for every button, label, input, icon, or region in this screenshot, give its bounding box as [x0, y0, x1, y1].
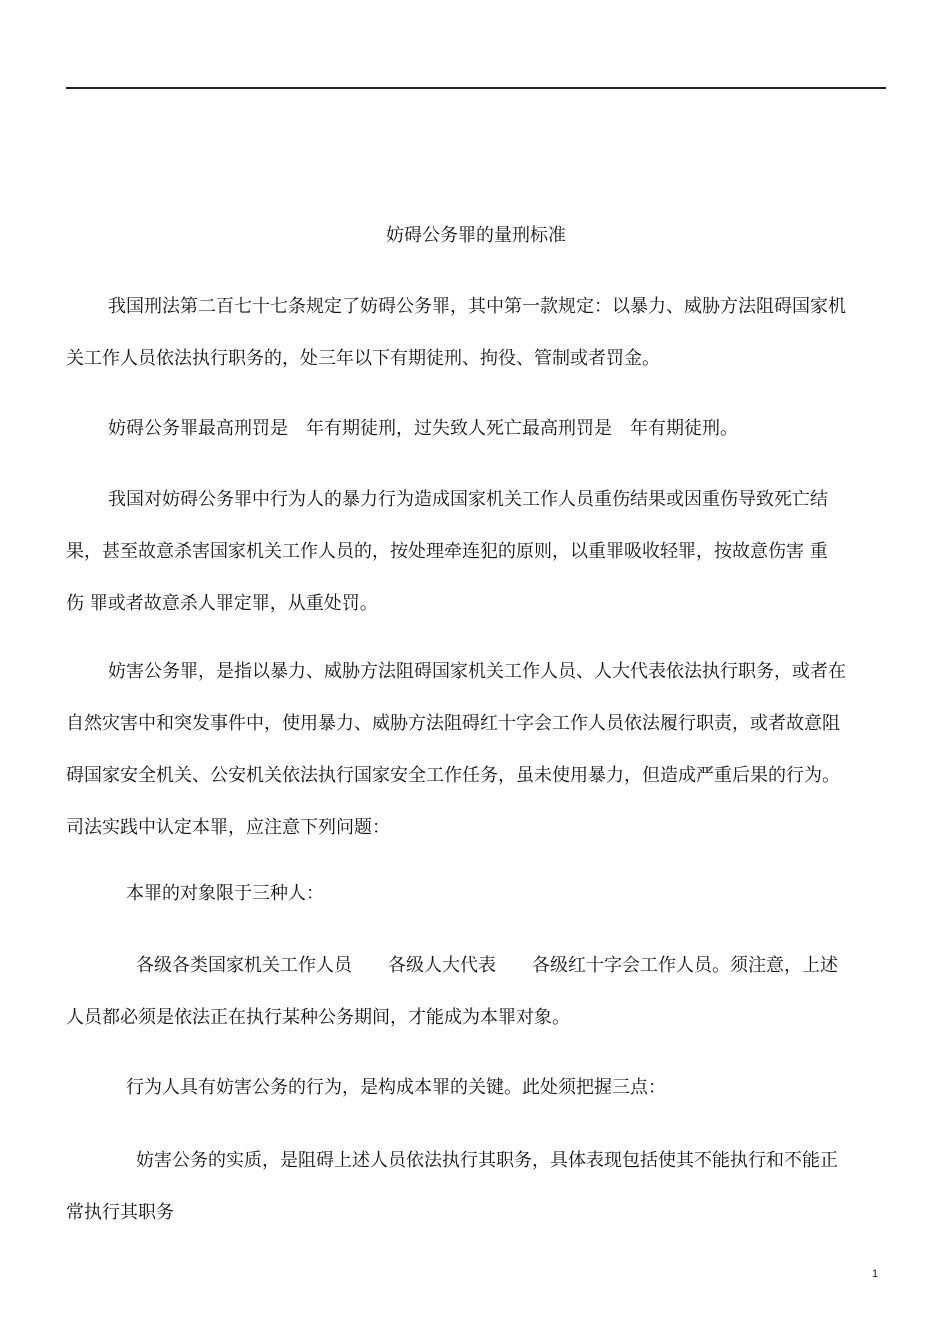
header-rule [66, 87, 886, 89]
paragraph-line: 碍国家安全机关、公安机关依法执行国家安全工作任务，虽未使用暴力，但造成严重后果的行为。 [66, 765, 840, 786]
paragraph-line: 行为人具有妨害公务的行为，是构成本罪的关键。此处须把握三点： [126, 1077, 666, 1098]
paragraph-line: 妨害公务罪，是指以暴力、威胁方法阻碍国家机关工作人员、人大代表依法执行职务，或者在 [108, 661, 846, 682]
page-number: 1 [872, 1268, 879, 1280]
paragraph-line: 妨碍公务罪最高刑罚是 年有期徒刑，过失致人死亡最高刑罚是 年有期徒刑。 [108, 418, 738, 439]
paragraph-line: 各级各类国家机关工作人员 各级人大代表 各级红十字会工作人员。须注意，上述 [136, 955, 838, 976]
paragraph-8 [66, 1147, 886, 1227]
paragraph-line: 自然灾害中和突发事件中，使用暴力、威胁方法阻碍红十字会工作人员依法履行职责，或者故意阻 [66, 713, 840, 734]
paragraph-line: 伤 罪或者故意杀人罪定罪，从重处罚。 [66, 593, 378, 614]
paragraph-5 [66, 880, 886, 908]
document-title: 妨碍公务罪的量刑标准 [386, 225, 566, 246]
paragraph-line: 我国对妨碍公务罪中行为人的暴力行为造成国家机关工作人员重伤结果或因重伤导致死亡结 [108, 489, 828, 510]
paragraph-line: 妨害公务的实质，是阻碍上述人员依法执行其职务，具体表现包括使其不能执行和不能正 [136, 1150, 838, 1171]
paragraph-4 [66, 658, 886, 842]
paragraph-6 [66, 952, 886, 1032]
paragraph-2 [66, 415, 886, 443]
paragraph-line: 果，甚至故意杀害国家机关工作人员的，按处理牵连犯的原则，以重罪吸收轻罪，按故意伤害 重 [66, 541, 828, 562]
paragraph-line: 本罪的对象限于三种人： [126, 883, 324, 904]
paragraph-3 [66, 486, 886, 618]
paragraph-1 [66, 293, 886, 373]
paragraph-line: 常执行其职务 [66, 1202, 174, 1223]
paragraph-line: 人员都必须是依法正在执行某种公务期间，才能成为本罪对象。 [66, 1007, 570, 1028]
paragraph-line: 关工作人员依法执行职务的，处三年以下有期徒刑、拘役、管制或者罚金。 [66, 348, 660, 369]
paragraph-line: 司法实践中认定本罪，应注意下列问题： [66, 817, 390, 838]
paragraph-line: 我国刑法第二百七十七条规定了妨碍公务罪，其中第一款规定：以暴力、威胁方法阻碍国家机 [108, 296, 846, 317]
paragraph-7 [66, 1074, 886, 1102]
